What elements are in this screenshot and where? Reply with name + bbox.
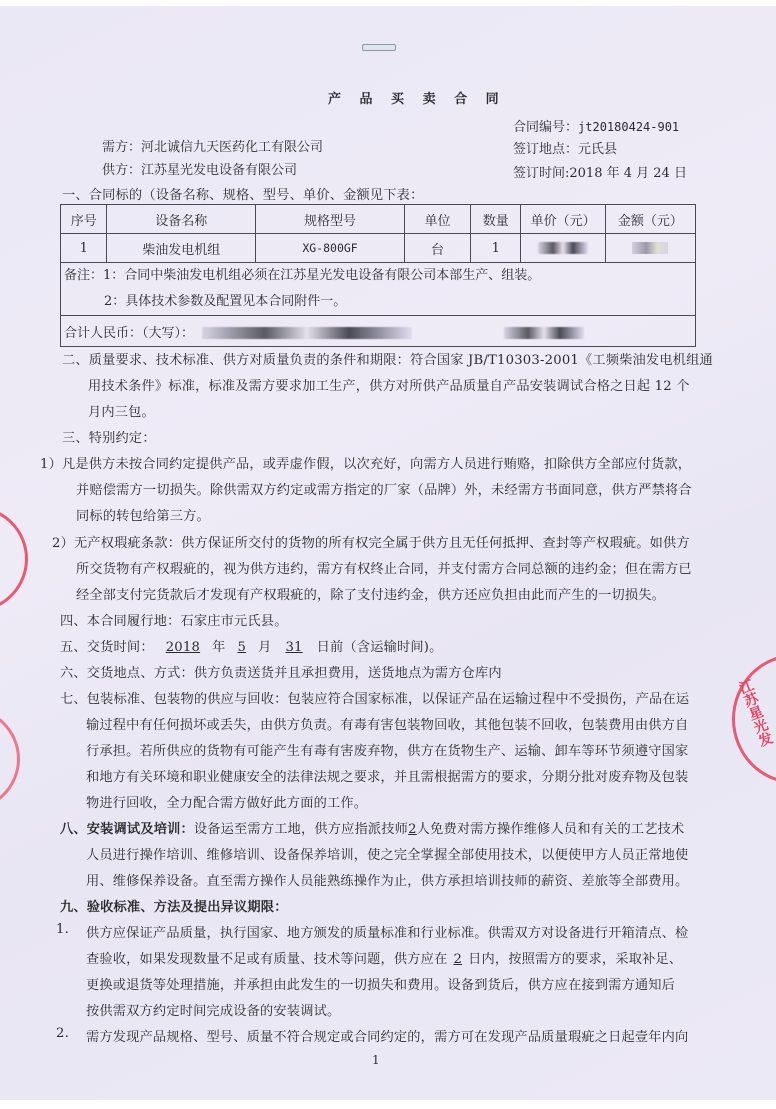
cell-amount-redacted [605, 234, 695, 263]
total-redaction [504, 327, 584, 339]
header-cell: 单价（元） [521, 205, 605, 234]
section-3-item-1-line-1: 1）凡是供方未按合同约定提供产品，或弄虚作假，以次充好，向需方人员进行贿赂，扣除供方全部应付货款， [40, 457, 692, 472]
contract-number: 合同编号：jt20180424-901 [513, 120, 680, 135]
section-5: 五、交货时间： 2018 年 5 月 31 日前（含运输时间)。 [60, 640, 443, 655]
section-3-heading: 三、特别约定： [62, 431, 156, 446]
seal-stamp-left-bottom [0, 706, 20, 812]
sign-time: 签订时间:2018 年 4 月 24 日 [513, 166, 687, 181]
section-8-line-2: 人员进行操作培训、维修培训、设备保养培训，使之完全掌握全部使用技术，以便使甲方人员正常地使 [86, 848, 689, 863]
header-cell: 序号 [61, 205, 107, 234]
header-cell: 单位 [405, 205, 471, 234]
section-7-line-3: 行承担。若所供应的货物有可能产生有毒有害废弃物，供方在货物生产、运输、卸车等环节须遵守国家 [86, 744, 689, 759]
redaction [538, 242, 588, 254]
section-8-line-1: 八、安装调试及培训：设备运至需方工地，供方应指派技师2人免费对需方操作维修人员和有关的工艺技术 [60, 822, 685, 837]
section-2-line-3: 月内三包。 [88, 405, 155, 420]
section-4: 四、本合同履行地：石家庄市元氏县。 [60, 614, 288, 629]
delivery-day: 31 [285, 640, 303, 655]
section-9-item-1-line-4: 按供需双方约定时间完成设备的安装调试。 [86, 1004, 341, 1019]
note-2: 2：具体技术参数及配置见本合同附件一。 [104, 294, 347, 309]
section-9-heading: 九、验收标准、方法及提出异议期限： [60, 900, 288, 915]
equipment-table [60, 204, 696, 347]
cell-index: 1 [61, 234, 107, 263]
cell-equipment-name: 柴油发电机组 [107, 234, 256, 263]
section-7-line-5: 物进行回收，全力配合需方做好此方面的工作。 [86, 796, 368, 811]
header-cell: 设备名称 [107, 205, 256, 234]
section-9-item-1-line-3: 更换或退货等处理措施，并承担由此发生的一切损失和费用。设备到货后，供方应在接到需方通知后 [86, 978, 676, 993]
contract-page [0, 6, 776, 1100]
section-2-line-1: 二、质量要求、技术标准、供方对质量负责的条件和期限：符合国家 JB/T10303-2001《工频柴油发电机组通 [62, 353, 713, 368]
section-9-item-1-line-2: 查验收，如果发现数量不足或有质量、技术等问题，供方应在 2 日内，按照需方的要求，采取补足、 [86, 952, 683, 967]
header-cell: 金额（元） [605, 205, 695, 234]
section-7-line-2: 输过程中有任何损坏或丢失，由供方负责。有毒有害包装物回收，其他包装不回收，包装费用由供方自 [86, 718, 689, 733]
seller: 供方：江苏星光发电设备有限公司 [102, 163, 298, 178]
section-9-item-1-line-1: 供方应保证产品质量，执行国家、地方颁发的质量标准和行业标准。供需双方对设备进行开箱清点、检 [86, 926, 689, 941]
document-title: 产 品 买 卖 合 同 [328, 92, 506, 107]
buyer: 需方：河北诚信九天医药化工有限公司 [102, 140, 324, 155]
total-redaction [202, 327, 412, 339]
section-3-item-2-line-3: 经全部支付完货款后才发现有产权瑕疵的，除了支付违约金，供方还应负担由此而产生的一切损失。 [76, 588, 666, 603]
section-3-item-1-line-2: 并赔偿需方一切损失。除供需双方约定或需方指定的厂家（品牌）外，未经需方书面同意，供方严禁将合 [76, 483, 692, 498]
sign-place: 签订地点：元氏县 [513, 142, 618, 157]
cell-model: XG-800GF [256, 234, 405, 263]
header-cell: 规格型号 [256, 205, 405, 234]
section-9-item-2-line-1: 需方发现产品规格、型号、质量不符合规定或合同约定的，需方可在发现产品质量瑕疵之日起壹年内向 [86, 1030, 689, 1045]
section-2-line-2: 用技术条件》标准，标准及需方要求加工生产，供方对所供产品质量自产品安装调试合格之日起 12 个 [88, 379, 690, 394]
seal-stamp-right-text: 江苏星光发 [735, 677, 775, 749]
total-row [61, 316, 696, 347]
staple [362, 44, 396, 51]
total-label: 合计人民币：（大写）： [64, 325, 195, 341]
header-cell: 数量 [471, 205, 521, 234]
technician-count: 2 [408, 822, 417, 837]
table-row [61, 234, 696, 263]
section-9-item-2-number: 2. [56, 1026, 69, 1041]
section-8-line-3: 用、维修保养设备。直至需方操作人员能熟练操作为止，供方承担培训技师的薪资、差旅等全部费用。 [86, 874, 689, 889]
cell-unit-price-redacted [521, 234, 605, 263]
section-3-item-2-line-1: 2）无产权瑕疵条款：供方保证所交付的货物的所有权完全属于供方且无任何抵押、查封等产权瑕疵。如供方 [52, 536, 690, 551]
cell-unit: 台 [405, 234, 471, 263]
section-6: 六、交货地点、方式：供方负责送货并且承担费用，送货地点为需方仓库内 [60, 666, 502, 681]
section-1-heading: 一、合同标的（设备名称、规格、型号、单价、金额见下表： [62, 188, 424, 203]
section-7-line-4: 和地方有关环境和职业健康安全的法律法规之要求，并且需根据需方的要求，分期分批对废弃物及包装 [86, 770, 689, 785]
seal-stamp-left-top [0, 506, 28, 612]
cell-quantity: 1 [471, 234, 521, 263]
note-1: 备注：1：合同中柴油发电机组必须在江苏星光发电设备有限公司本部生产、组装。 [64, 268, 541, 283]
page-number: 1 [372, 1053, 380, 1067]
redaction [632, 242, 668, 254]
section-3-item-2-line-2: 所交货物有产权瑕疵的，视为供方违约，需方有权终止合同，并支付需方合同总额的违约金；但在需方已 [76, 562, 692, 577]
section-3-item-1-line-3: 同标的转包给第三方。 [76, 509, 210, 524]
delivery-year: 2018 [165, 640, 201, 655]
response-days: 2 [453, 952, 463, 967]
section-9-item-1-number: 1. [56, 922, 69, 937]
notes-row [61, 263, 696, 316]
delivery-month: 5 [237, 640, 247, 655]
section-7-line-1: 七、包装标准、包装物的供应与回收：包装应符合国家标准，以保证产品在运输过程中不受损伤，产品在运 [60, 692, 690, 707]
table-header-row [61, 205, 696, 234]
